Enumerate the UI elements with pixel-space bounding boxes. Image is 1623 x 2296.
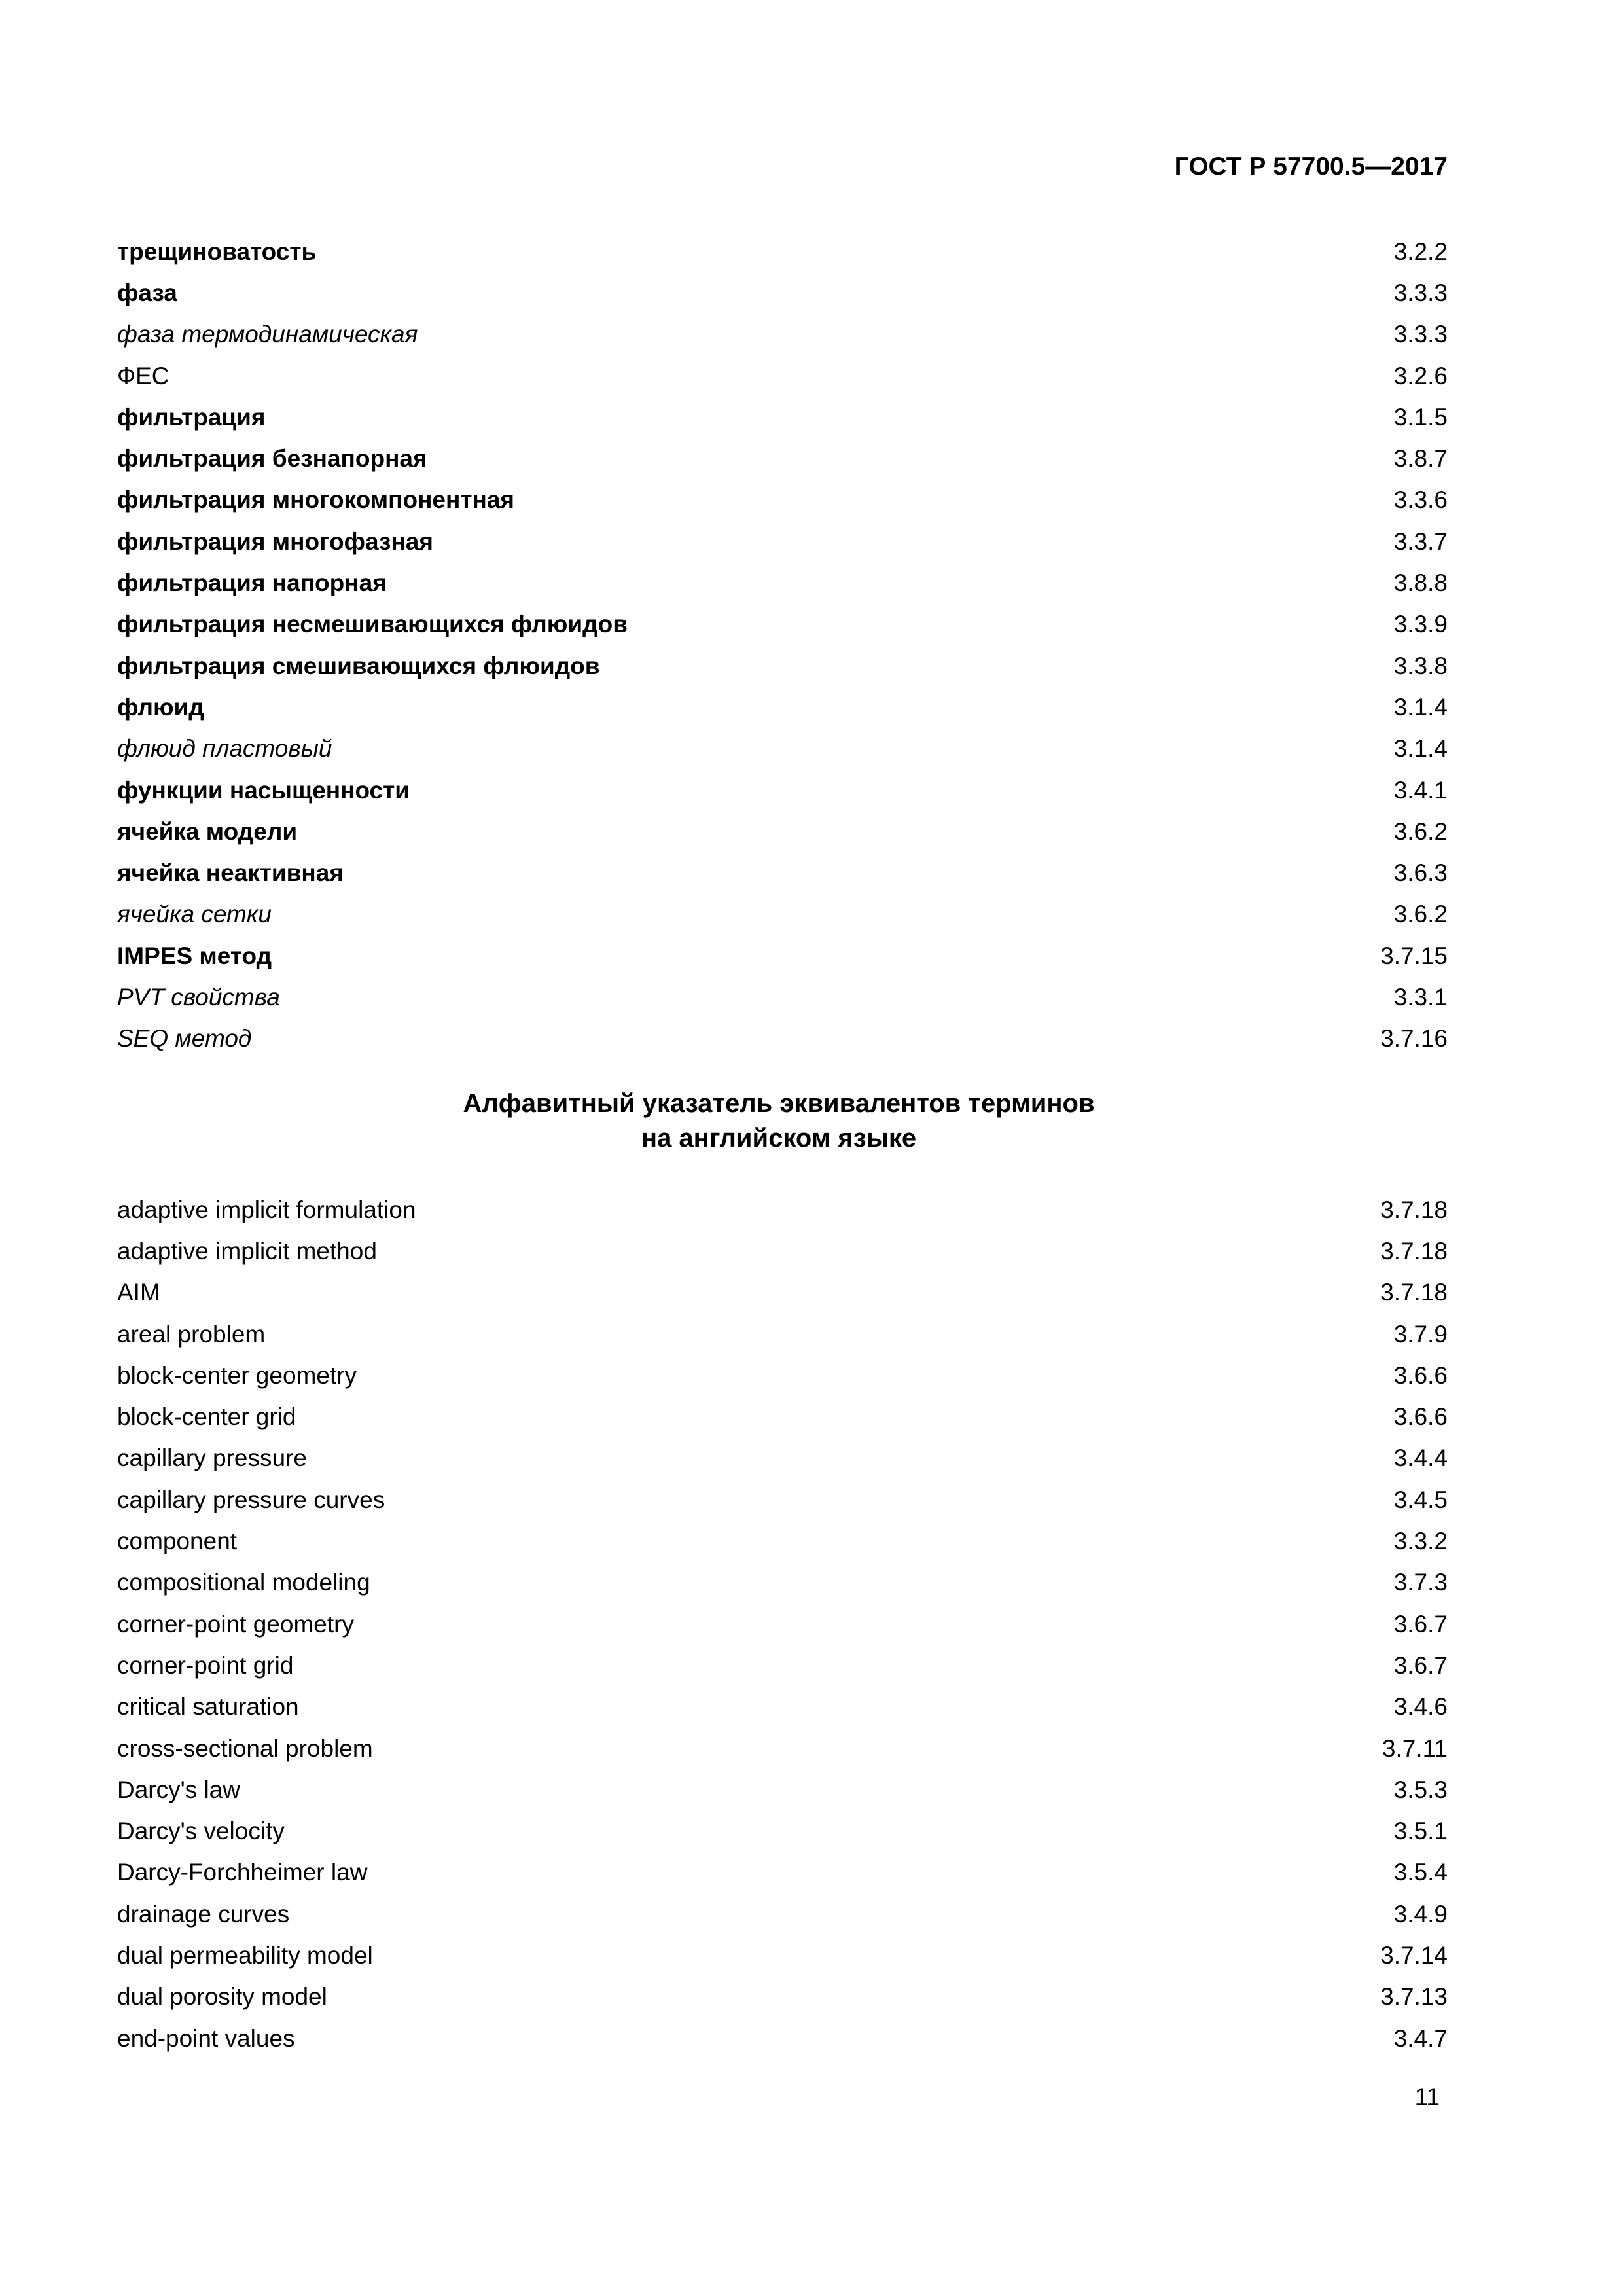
index-term: SEQ метод xyxy=(117,1025,252,1052)
index-row xyxy=(117,1893,1448,1935)
index-reference: 3.4.4 xyxy=(1393,1444,1448,1472)
index-term: Darcy-Forchheimer law xyxy=(117,1859,368,1886)
index-reference: 3.8.8 xyxy=(1393,569,1448,597)
section-title-line-1: Алфавитный указатель эквивалентов терминов xyxy=(463,1089,1095,1118)
index-term: component xyxy=(117,1528,238,1555)
index-reference: 3.6.6 xyxy=(1393,1361,1448,1389)
index-reference: 3.7.18 xyxy=(1380,1279,1448,1306)
section-title-line-2: на английском языке xyxy=(641,1124,917,1153)
index-term: фильтрация многокомпонентная xyxy=(117,486,514,514)
index-term: capillary pressure curves xyxy=(117,1486,385,1513)
index-reference: 3.4.9 xyxy=(1393,1900,1448,1928)
index-term: areal problem xyxy=(117,1320,266,1348)
index-row xyxy=(117,521,1448,562)
index-row xyxy=(117,1562,1448,1604)
index-row xyxy=(117,438,1448,479)
index-row xyxy=(117,770,1448,811)
index-reference: 3.2.6 xyxy=(1393,362,1448,389)
index-reference: 3.4.6 xyxy=(1393,1693,1448,1721)
index-reference: 3.5.4 xyxy=(1393,1859,1448,1886)
index-term: dual porosity model xyxy=(117,1983,327,2011)
index-row xyxy=(117,604,1448,645)
index-term: AIM xyxy=(117,1279,160,1306)
index-row xyxy=(117,1810,1448,1852)
index-row xyxy=(117,1018,1448,1060)
index-term: трещиноватость xyxy=(117,238,317,265)
index-term: фильтрация несмешивающихся флюидов xyxy=(117,611,628,638)
index-term: end-point values xyxy=(117,2024,295,2052)
index-term: corner-point grid xyxy=(117,1651,294,1679)
index-term: ячейка неактивная xyxy=(117,859,344,887)
index-row xyxy=(117,1396,1448,1437)
index-term: critical saturation xyxy=(117,1693,299,1721)
index-row xyxy=(117,728,1448,770)
index-term: PVT свойства xyxy=(117,983,280,1011)
index-reference: 3.3.3 xyxy=(1393,279,1448,306)
index-row xyxy=(117,562,1448,603)
index-term: флюид xyxy=(117,693,204,721)
index-row xyxy=(117,231,1448,272)
index-row xyxy=(117,1769,1448,1810)
index-term: drainage curves xyxy=(117,1900,290,1928)
index-term: функции насыщенности xyxy=(117,776,410,804)
index-row xyxy=(117,272,1448,314)
index-row xyxy=(117,1520,1448,1562)
index-reference: 3.5.3 xyxy=(1393,1776,1448,1803)
index-row xyxy=(117,1230,1448,1272)
index-row xyxy=(117,314,1448,355)
index-row xyxy=(117,1479,1448,1520)
index-reference: 3.6.3 xyxy=(1393,859,1448,887)
index-term: cross-sectional problem xyxy=(117,1734,373,1762)
index-row xyxy=(117,1604,1448,1645)
index-reference: 3.3.9 xyxy=(1393,611,1448,638)
index-term: IMPES метод xyxy=(117,942,272,969)
index-reference: 3.1.4 xyxy=(1393,735,1448,762)
index-term: ФЕС xyxy=(117,362,169,389)
index-row xyxy=(117,811,1448,852)
index-term: фильтрация напорная xyxy=(117,569,387,597)
index-term: corner-point geometry xyxy=(117,1610,354,1638)
index-term: фаза xyxy=(117,279,177,306)
index-reference: 3.7.9 xyxy=(1393,1320,1448,1348)
index-term: adaptive implicit method xyxy=(117,1237,377,1265)
index-term: ячейка сетки xyxy=(117,901,272,928)
index-term: фильтрация смешивающихся флюидов xyxy=(117,652,600,679)
index-term: compositional modeling xyxy=(117,1569,370,1596)
index-row xyxy=(117,977,1448,1018)
index-row xyxy=(117,1355,1448,1396)
index-row xyxy=(117,355,1448,397)
index-row xyxy=(117,1645,1448,1686)
index-term: block-center grid xyxy=(117,1403,296,1431)
index-reference: 3.6.7 xyxy=(1393,1610,1448,1638)
index-reference: 3.7.18 xyxy=(1380,1237,1448,1265)
index-reference: 3.7.13 xyxy=(1380,1983,1448,2011)
index-reference: 3.7.14 xyxy=(1380,1941,1448,1969)
english-term-index xyxy=(117,1189,1448,2059)
document-standard-header: ГОСТ Р 57700.5—2017 xyxy=(1174,152,1448,181)
index-reference: 3.7.3 xyxy=(1393,1569,1448,1596)
index-reference: 3.1.5 xyxy=(1393,403,1448,431)
index-term: capillary pressure xyxy=(117,1444,307,1472)
index-reference: 3.4.1 xyxy=(1393,776,1448,804)
index-row xyxy=(117,397,1448,438)
russian-term-index xyxy=(117,231,1448,1060)
index-row xyxy=(117,1189,1448,1230)
index-reference: 3.3.6 xyxy=(1393,486,1448,514)
index-reference: 3.2.2 xyxy=(1393,238,1448,265)
index-reference: 3.4.5 xyxy=(1393,1486,1448,1513)
index-term: adaptive implicit formulation xyxy=(117,1196,416,1223)
index-reference: 3.3.8 xyxy=(1393,652,1448,679)
index-reference: 3.3.2 xyxy=(1393,1528,1448,1555)
index-term: фильтрация многофазная xyxy=(117,528,433,555)
index-reference: 3.7.16 xyxy=(1380,1025,1448,1052)
index-reference: 3.6.7 xyxy=(1393,1651,1448,1679)
index-reference: 3.8.7 xyxy=(1393,445,1448,473)
index-reference: 3.4.7 xyxy=(1393,2024,1448,2052)
index-row xyxy=(117,852,1448,893)
index-term: block-center geometry xyxy=(117,1361,357,1389)
index-reference: 3.6.2 xyxy=(1393,901,1448,928)
index-term: dual permeability model xyxy=(117,1941,373,1969)
index-row xyxy=(117,1314,1448,1355)
index-row xyxy=(117,645,1448,687)
index-reference: 3.7.18 xyxy=(1380,1196,1448,1223)
index-term: фильтрация безнапорная xyxy=(117,445,427,473)
index-reference: 3.3.7 xyxy=(1393,528,1448,555)
index-row xyxy=(117,687,1448,728)
index-term: фильтрация xyxy=(117,403,266,431)
page-number: 11 xyxy=(1414,2083,1440,2110)
index-row xyxy=(117,894,1448,935)
index-reference: 3.3.3 xyxy=(1393,321,1448,348)
index-row xyxy=(117,935,1448,977)
index-term: флюид пластовый xyxy=(117,735,332,762)
index-row xyxy=(117,2018,1448,2059)
index-reference: 3.3.1 xyxy=(1393,983,1448,1011)
index-term: Darcy's velocity xyxy=(117,1818,285,1845)
index-row xyxy=(117,1935,1448,1976)
index-term: ячейка модели xyxy=(117,817,298,845)
index-reference: 3.7.15 xyxy=(1380,942,1448,969)
index-row xyxy=(117,1852,1448,1893)
index-row xyxy=(117,1728,1448,1769)
index-reference: 3.5.1 xyxy=(1393,1818,1448,1845)
section-title xyxy=(0,1086,1558,1156)
index-reference: 3.6.2 xyxy=(1393,817,1448,845)
index-row xyxy=(117,1687,1448,1728)
index-term: фаза термодинамическая xyxy=(117,321,418,348)
index-reference: 3.1.4 xyxy=(1393,693,1448,721)
index-term: Darcy's law xyxy=(117,1776,240,1803)
index-reference: 3.7.11 xyxy=(1382,1734,1448,1762)
index-reference: 3.6.6 xyxy=(1393,1403,1448,1431)
index-row xyxy=(117,1977,1448,2018)
index-row xyxy=(117,1272,1448,1314)
index-row xyxy=(117,480,1448,521)
index-row xyxy=(117,1438,1448,1479)
